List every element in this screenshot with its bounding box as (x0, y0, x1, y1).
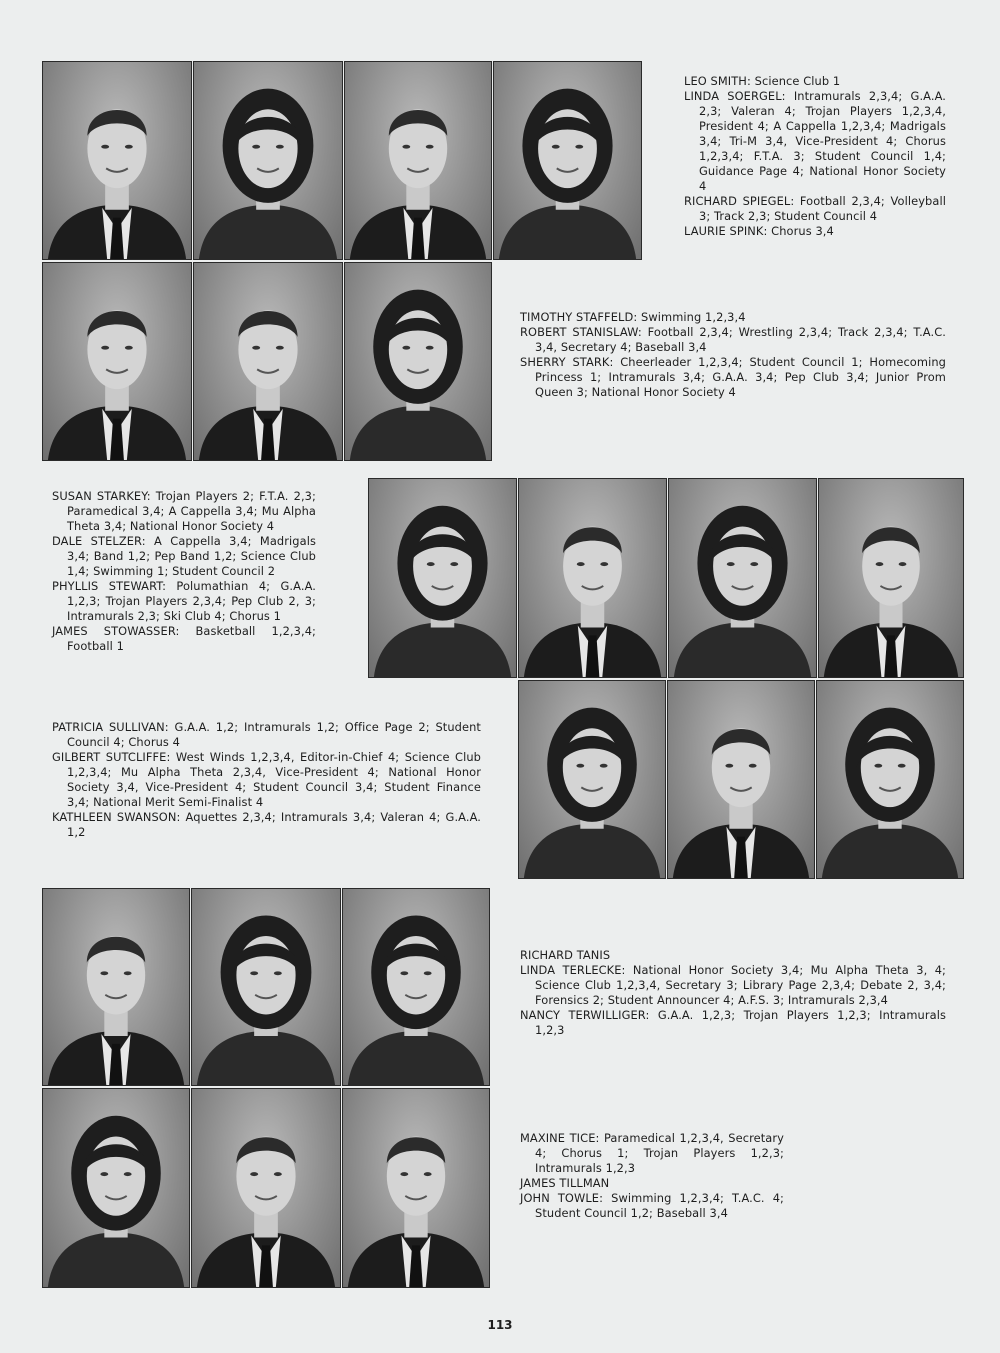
student-activities: Swimming 1,2,3,4 (641, 310, 746, 324)
portrait-photo-sherry-stark (344, 262, 492, 461)
student-name: SHERRY STARK (520, 355, 610, 369)
student-name: TIMOTHY STAFFELD (520, 310, 634, 324)
student-name: JAMES STOWASSER (52, 624, 176, 638)
name-separator: : (621, 963, 633, 977)
name-separator: : (599, 1191, 612, 1205)
student-name: JAMES TILLMAN (520, 1176, 610, 1190)
student-name: RICHARD TANIS (520, 948, 611, 962)
portrait-photo-patricia-sullivan (518, 680, 666, 879)
student-name: DALE STELZER (52, 534, 142, 548)
student-name: RICHARD SPIEGEL (684, 194, 791, 208)
portrait-silhouette (519, 681, 665, 878)
portrait-silhouette (345, 62, 491, 259)
portrait-photo-richard-tanis (42, 888, 190, 1086)
portrait-silhouette (194, 62, 342, 259)
student-name: GILBERT SUTCLIFFE (52, 750, 167, 764)
student-entry (520, 948, 946, 963)
portrait-silhouette (192, 1089, 340, 1287)
student-activities: Cheerleader 1,2,3,4; Student Council 1; Homecoming Princess 1; Intramurals 3,4; G.A.A. 3,4; Pep Club 3,4; Junior Prom Queen 3; National Honor Society 4 (535, 355, 946, 399)
portrait-silhouette (345, 263, 491, 460)
student-entry (520, 963, 946, 1008)
name-separator: : (164, 720, 175, 734)
portrait-photo-gilbert-sutcliffe (667, 680, 815, 879)
student-name: LEO SMITH (684, 74, 747, 88)
name-separator: : (595, 1131, 604, 1145)
student-entry (520, 355, 946, 400)
student-entry (684, 194, 946, 224)
student-activities: Football 2,3,4; Wrestling 2,3,4; Track 2,3,4; T.A.C. 3,4, Secretary 4; Baseball 3,4 (535, 325, 946, 354)
portrait-photo-james-stowasser (818, 478, 964, 678)
student-entry (684, 74, 946, 89)
student-activities: G.A.A. 1,2; Intramurals 1,2; Office Page 2; Student Council 4; Chorus 4 (67, 720, 481, 749)
name-separator: : (166, 750, 176, 764)
portrait-silhouette (43, 62, 191, 259)
portrait-silhouette (369, 479, 516, 677)
student-entry (52, 750, 481, 810)
student-entry (684, 89, 946, 194)
student-name: NANCY TERWILLIGER (520, 1008, 646, 1022)
student-entry (52, 579, 316, 624)
student-activities: National Honor Society 3,4; Mu Alpha Theta 3, 4; Science Club 1,2,3,4, Secretary 3; Library Page 2,3,4; Debate 2, 3,4; Forensics 2; Student Announcer 4; A.F.S. 3; Intramurals 2,3,4 (535, 963, 946, 1007)
student-entry (520, 310, 946, 325)
student-entry (52, 720, 481, 750)
portrait-photo-linda-terlecke (191, 888, 341, 1086)
caption-block-5 (520, 948, 946, 1038)
name-separator: : (633, 310, 641, 324)
portrait-photo-james-tillman (191, 1088, 341, 1288)
student-entry (52, 624, 316, 654)
name-separator: : (146, 489, 156, 503)
portrait-silhouette (519, 479, 666, 677)
student-activities: Trojan Players 2; F.T.A. 2,3; Paramedical 3,4; A Cappella 3,4; Mu Alpha Theta 3,4; National Honor Society 4 (67, 489, 316, 533)
student-name: ROBERT STANISLAW (520, 325, 638, 339)
student-activities: A Cappella 3,4; Madrigals 3,4; Band 1,2; Pep Band 1,2; Science Club 1,4; Swimming 1; Student Council 2 (67, 534, 316, 578)
caption-block-3 (52, 489, 316, 654)
student-name: LINDA TERLECKE (520, 963, 622, 977)
student-entry (52, 534, 316, 579)
portrait-photo-susan-starkey (368, 478, 517, 678)
name-separator: : (176, 810, 186, 824)
student-activities: G.A.A. 1,2,3; Trojan Players 1,2,3; Intramurals 1,2,3 (535, 1008, 947, 1037)
portrait-photo-john-towle (342, 1088, 490, 1288)
portrait-silhouette (192, 889, 340, 1085)
student-name: PATRICIA SULLIVAN (52, 720, 165, 734)
student-name: LINDA SOERGEL (684, 89, 782, 103)
portrait-silhouette (668, 681, 814, 878)
portrait-silhouette (194, 263, 342, 460)
student-entry (52, 810, 481, 840)
portrait-photo-phyllis-stewart (668, 478, 817, 678)
student-entry (520, 1176, 784, 1191)
name-separator: : (175, 624, 196, 638)
name-separator: : (790, 194, 800, 208)
caption-block-2 (520, 310, 946, 400)
portrait-photo-nancy-terwilliger (342, 888, 490, 1086)
student-name: KATHLEEN SWANSON (52, 810, 177, 824)
student-name: SUSAN STARKEY (52, 489, 147, 503)
student-activities: West Winds 1,2,3,4, Editor-in-Chief 4; Science Club 1,2,3,4; Mu Alpha Theta 2,3,4, Vice-President 4; National Honor Society 3,4, Vice-President 4; Student Council 3,4; Student Finance 3,4; National Merit Semi-Finalist 4 (67, 750, 482, 809)
student-name: PHYLLIS STEWART (52, 579, 163, 593)
student-entry (684, 224, 946, 239)
student-activities: Intramurals 2,3,4; G.A.A. 2,3; Valeran 4; Trojan Players 1,2,3,4, President 4; A Cappella 1,2,3,4; Madrigals 3,4; Tri-M 3,4, Vice-President 4; Chorus 1,2,3,4; F.T.A. 3; Student Council 1,4; Guidance Page 4; National Honor Society 4 (699, 89, 946, 193)
student-name: MAXINE TICE (520, 1131, 596, 1145)
name-separator: : (763, 224, 772, 238)
student-activities: Paramedical 1,2,3,4, Secretary 4; Chorus 1; Trojan Players 1,2,3; Intramurals 1,2,3 (535, 1131, 784, 1175)
student-activities: Swimming 1,2,3,4; T.A.C. 4; Student Council 1,2; Baseball 3,4 (535, 1191, 784, 1220)
student-entry (520, 1131, 784, 1176)
student-entry (520, 1191, 784, 1221)
portrait-silhouette (817, 681, 963, 878)
portrait-silhouette (343, 889, 489, 1085)
student-name: JOHN TOWLE (520, 1191, 600, 1205)
portrait-photo-laurie-spink (493, 61, 642, 260)
portrait-silhouette (43, 263, 191, 460)
caption-block-4 (52, 720, 481, 840)
page-number: 113 (487, 1318, 513, 1332)
student-activities: Polumathian 4; G.A.A. 1,2,3; Trojan Players 2,3,4; Pep Club 2, 3; Intramurals 2,3; Ski Club 4; Chorus 1 (67, 579, 316, 623)
caption-block-1 (684, 74, 946, 239)
portrait-silhouette (343, 1089, 489, 1287)
portrait-silhouette (669, 479, 816, 677)
name-separator: : (781, 89, 794, 103)
student-name: LAURIE SPINK (684, 224, 764, 238)
portrait-photo-robert-stanislaw (193, 262, 343, 461)
name-separator: : (645, 1008, 658, 1022)
student-entry (52, 489, 316, 534)
portrait-silhouette (494, 62, 641, 259)
student-activities: Chorus 3,4 (771, 224, 834, 238)
portrait-silhouette (43, 1089, 189, 1287)
name-separator: : (746, 74, 755, 88)
portrait-photo-dale-stelzer (518, 478, 667, 678)
student-activities: Aquettes 2,3,4; Intramurals 3,4; Valeran 4; G.A.A. 1,2 (67, 810, 481, 839)
name-separator: : (637, 325, 648, 339)
portrait-photo-richard-spiegel (344, 61, 492, 260)
student-activities: Basketball 1,2,3,4; Football 1 (67, 624, 316, 653)
student-activities: Football 2,3,4; Volleyball 3; Track 2,3; Student Council 4 (699, 194, 946, 223)
name-separator: : (609, 355, 621, 369)
name-separator: : (141, 534, 155, 548)
portrait-silhouette (43, 889, 189, 1085)
portrait-photo-kathleen-swanson (816, 680, 964, 879)
caption-block-6 (520, 1131, 784, 1221)
portrait-photo-maxine-tice (42, 1088, 190, 1288)
student-entry (520, 1008, 946, 1038)
portrait-photo-timothy-staffeld (42, 262, 192, 461)
portrait-photo-linda-soergel (193, 61, 343, 260)
portrait-photo-leo-smith (42, 61, 192, 260)
student-activities: Science Club 1 (754, 74, 841, 88)
name-separator: : (162, 579, 177, 593)
student-entry (520, 325, 946, 355)
portrait-silhouette (819, 479, 963, 677)
